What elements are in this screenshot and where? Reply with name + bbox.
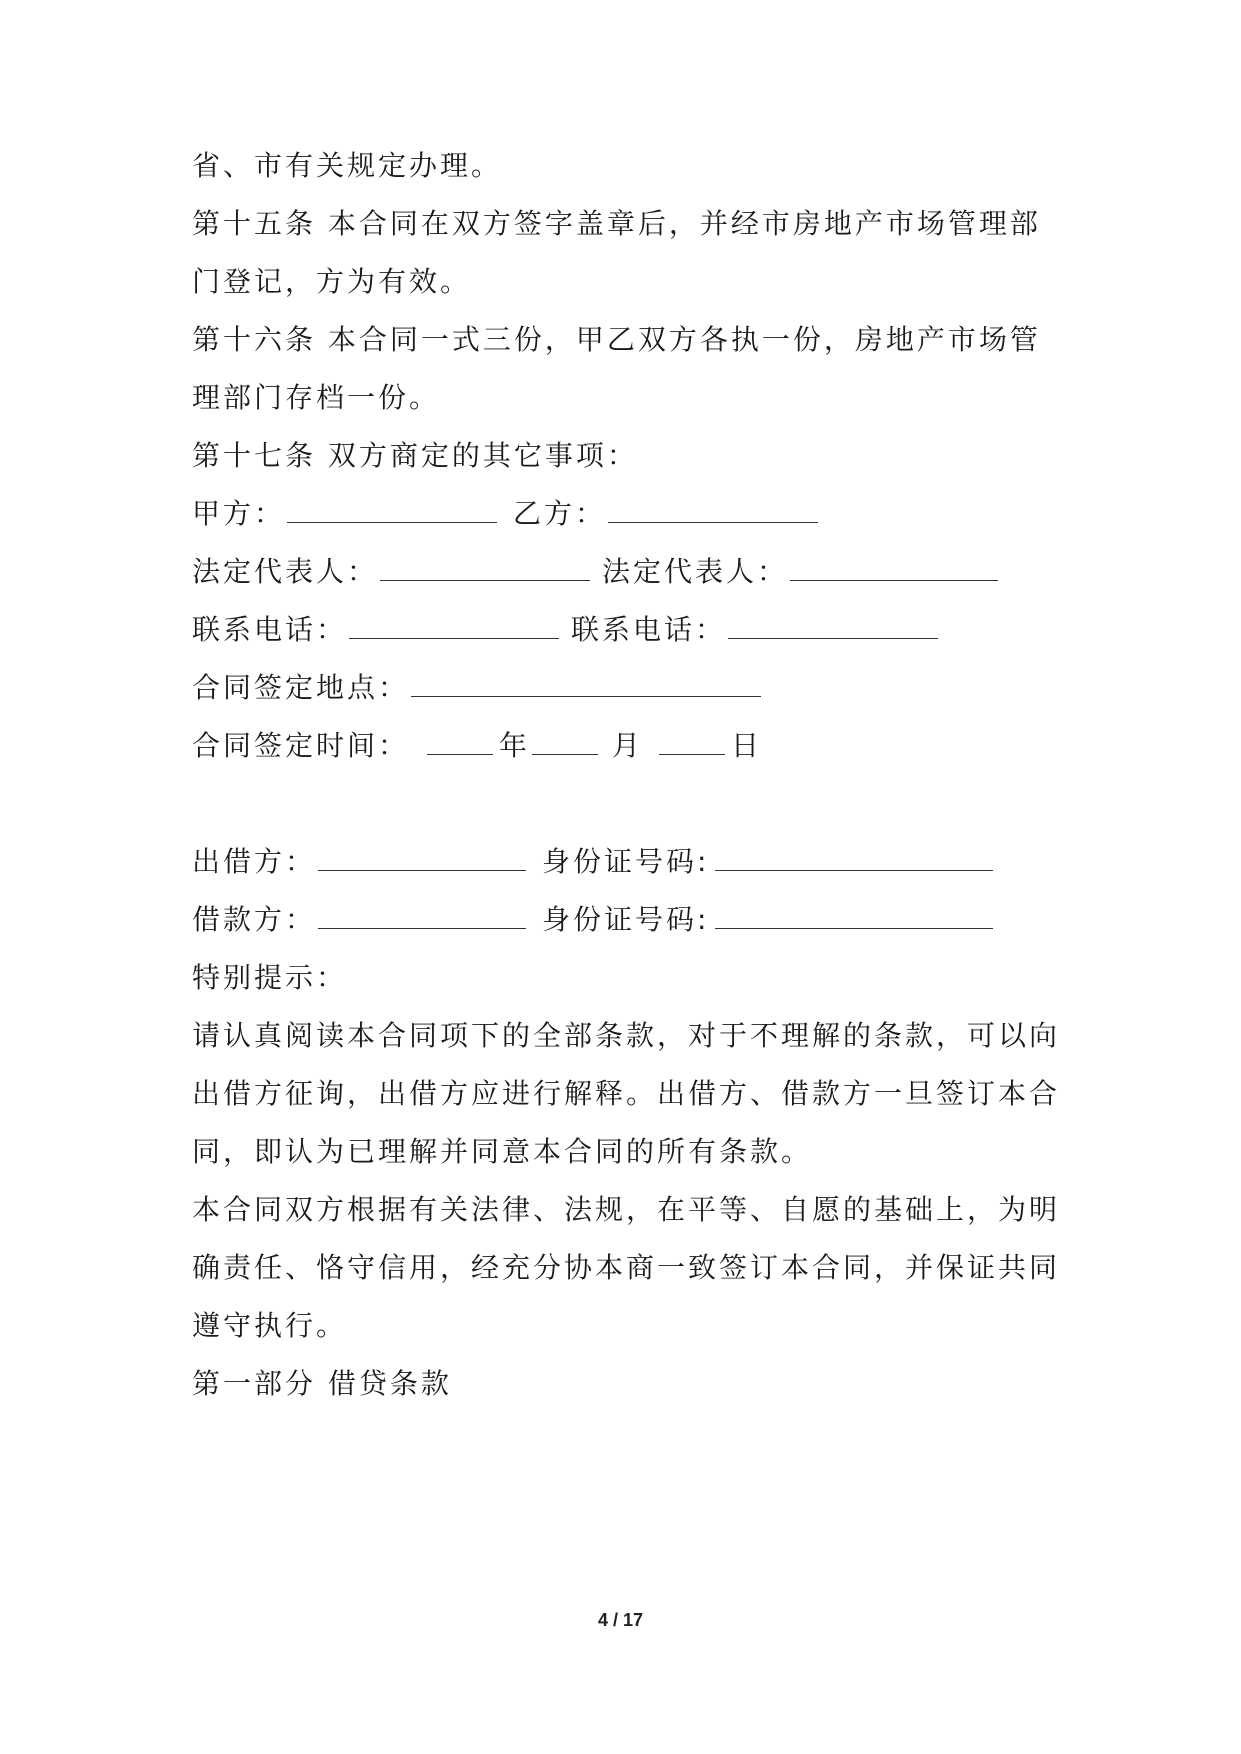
notice-line-3: 同，即认为已理解并同意本合同的所有条款。 [192, 1135, 813, 1168]
party-row [192, 496, 824, 532]
preamble-line-1: 本合同双方根据有关法律、法规，在平等、自愿的基础上，为明 [192, 1193, 1061, 1226]
day-field[interactable] [659, 728, 725, 755]
sign-place-label: 合同签定地点： [192, 671, 410, 704]
lender-field[interactable] [318, 844, 526, 871]
phone-a-field[interactable] [349, 612, 559, 639]
sign-time-label: 合同签定时间： [192, 729, 410, 762]
borrower-id-label: 身份证号码: [542, 903, 710, 936]
page-number: 4 / 17 [597, 1610, 644, 1630]
borrower-row [192, 902, 999, 938]
phone-row [192, 612, 944, 648]
clause-15-line-1: 第十五条 本合同在双方签字盖章后，并经市房地产市场管理部 [192, 207, 1041, 240]
preamble-line-2: 确责任、恪守信用，经充分协本商一致签订本合同，并保证共同 [192, 1251, 1061, 1284]
sign-place-field[interactable] [411, 670, 761, 697]
clause-15-line-2: 门登记，方为有效。 [192, 265, 472, 298]
preamble-line-3: 遵守执行。 [192, 1309, 348, 1342]
month-label: 月 [612, 729, 644, 762]
borrower-label: 借款方： [192, 903, 317, 936]
phone-b-field[interactable] [728, 612, 938, 639]
legal-rep-b-label: 法定代表人： [602, 555, 789, 588]
notice-line-2: 出借方征询，出借方应进行解释。出借方、借款方一旦签订本合 [192, 1077, 1061, 1110]
clause-16-line-1: 第十六条 本合同一式三份，甲乙双方各执一份，房地产市场管 [192, 323, 1041, 356]
sign-place-row [192, 670, 767, 706]
legal-rep-a-field[interactable] [380, 554, 590, 581]
lender-id-label: 身份证号码: [542, 845, 710, 878]
borrower-field[interactable] [318, 902, 526, 929]
legal-rep-row [192, 554, 1004, 590]
legal-rep-a-label: 法定代表人： [192, 555, 379, 588]
party-b-label: 乙方： [513, 497, 607, 530]
part-one-heading: 第一部分 借贷条款 [192, 1367, 452, 1400]
year-label: 年 [499, 729, 531, 762]
lender-id-field[interactable] [715, 844, 993, 871]
party-b-field[interactable] [608, 496, 818, 523]
legal-rep-b-field[interactable] [790, 554, 998, 581]
month-field[interactable] [532, 728, 598, 755]
lender-row [192, 844, 999, 880]
clause-17: 第十七条 双方商定的其它事项： [192, 439, 638, 472]
notice-line-1: 请认真阅读本合同项下的全部条款，对于不理解的条款，可以向 [192, 1019, 1061, 1052]
party-a-field[interactable] [287, 496, 497, 523]
phone-b-label: 联系电话： [571, 613, 727, 646]
clause-16-line-2: 理部门存档一份。 [192, 381, 441, 414]
sign-time-row [192, 728, 762, 764]
borrower-id-field[interactable] [715, 902, 993, 929]
paragraph-line: 省、市有关规定办理。 [192, 149, 503, 182]
special-notice-heading: 特别提示： [192, 961, 348, 994]
day-label: 日 [731, 729, 763, 762]
phone-a-label: 联系电话： [192, 613, 348, 646]
year-field[interactable] [427, 728, 493, 755]
party-a-label: 甲方： [192, 497, 286, 530]
lender-label: 出借方： [192, 845, 317, 878]
